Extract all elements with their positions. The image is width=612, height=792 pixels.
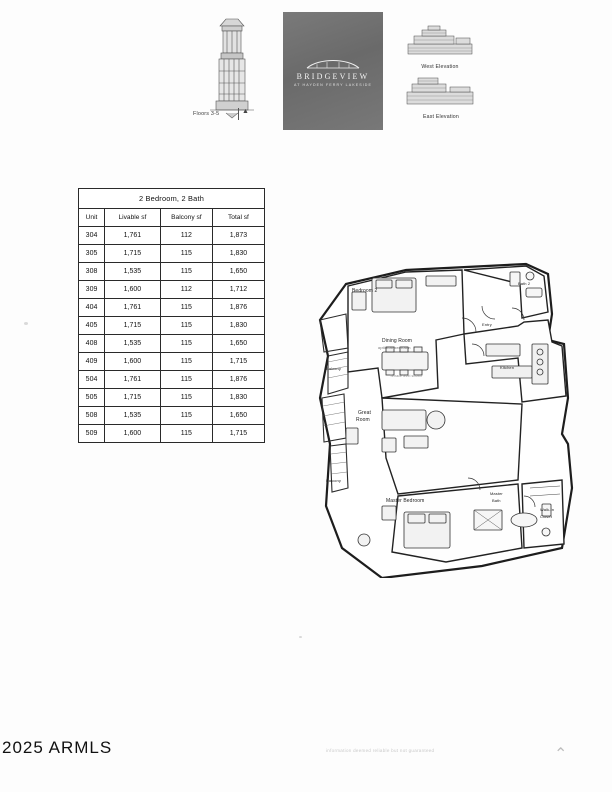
- table-cell: 115: [160, 317, 212, 335]
- tower-divider: [238, 108, 239, 120]
- table-title: 2 Bedroom, 2 Bath: [79, 189, 265, 209]
- table-row: [79, 353, 265, 371]
- table-cell: 1,761: [105, 299, 161, 317]
- floorplan-figure: [286, 248, 586, 578]
- table-row: [79, 245, 265, 263]
- east-elevation-label: East Elevation: [423, 114, 459, 120]
- table-cell: 505: [79, 389, 105, 407]
- floorplan-drawing-icon: [286, 248, 586, 578]
- table-cell: 1,535: [105, 263, 161, 281]
- table-cell: 1,715: [105, 245, 161, 263]
- room-label-dining-note: optional bedroom: [378, 345, 411, 350]
- table-cell: 1,650: [212, 407, 264, 425]
- table-cell: 1,535: [105, 335, 161, 353]
- table-cell: 1,830: [212, 317, 264, 335]
- table-cell: 405: [79, 317, 105, 335]
- header-strip: [0, 0, 612, 140]
- tower-sketch-icon: [196, 14, 268, 126]
- table-title-row: [79, 189, 265, 209]
- table-cell: 1,715: [105, 389, 161, 407]
- table-cell: 115: [160, 407, 212, 425]
- room-label-master-bath-line2: Bath: [492, 498, 501, 503]
- table-cell: 115: [160, 425, 212, 443]
- table-cell: 1,535: [105, 407, 161, 425]
- west-elevation-icon: [404, 24, 476, 58]
- table-cell: 115: [160, 299, 212, 317]
- table-cell: 112: [160, 227, 212, 245]
- table-cell: 112: [160, 281, 212, 299]
- east-elevation-icon: [404, 74, 478, 108]
- chevron-up-icon: ⌃: [554, 746, 568, 763]
- column-header: Livable sf: [105, 209, 161, 227]
- table-row: [79, 425, 265, 443]
- brand-name: BRIDGEVIEW: [296, 72, 370, 81]
- room-label-bedroom2: Bedroom 2: [352, 288, 378, 294]
- room-label-entry: Entry: [482, 322, 492, 327]
- table-cell: 115: [160, 245, 212, 263]
- table-cell: 1,830: [212, 389, 264, 407]
- room-label-balcony-lower: Balcony: [326, 478, 341, 483]
- table-cell: 508: [79, 407, 105, 425]
- table-cell: 1,876: [212, 371, 264, 389]
- room-label-master-bedroom: Master Bedroom: [386, 498, 425, 504]
- table-row: [79, 335, 265, 353]
- brand-logo-card: [283, 12, 383, 130]
- table-row: [79, 371, 265, 389]
- table-cell: 1,715: [105, 317, 161, 335]
- brand-subtitle: AT HAYDEN FERRY LAKESIDE: [294, 83, 372, 87]
- table-cell: 1,761: [105, 371, 161, 389]
- west-elevation-figure: [404, 24, 476, 70]
- room-label-kitchen: Kitchen: [500, 365, 515, 370]
- table-cell: 1,712: [212, 281, 264, 299]
- west-elevation-label: West Elevation: [421, 64, 459, 70]
- table-row: [79, 227, 265, 245]
- table-cell: 115: [160, 353, 212, 371]
- table-cell: 404: [79, 299, 105, 317]
- table-cell: 115: [160, 371, 212, 389]
- table-cell: 1,600: [105, 425, 161, 443]
- tower-mark-icon: ▲: [242, 108, 249, 115]
- table-cell: 1,650: [212, 335, 264, 353]
- table-row: [79, 389, 265, 407]
- table-cell: 1,715: [212, 425, 264, 443]
- bridge-swoosh-icon: [305, 58, 361, 70]
- table-cell: 309: [79, 281, 105, 299]
- column-header: Total sf: [212, 209, 264, 227]
- table-cell: 115: [160, 335, 212, 353]
- table-header-row: [79, 209, 265, 227]
- column-header: Unit: [79, 209, 105, 227]
- footer-disclaimer: information deemed reliable but not guaranteed: [326, 748, 435, 753]
- room-label-master-bath-line1: Master: [490, 491, 503, 496]
- room-label-bath2: Bath 2: [518, 281, 531, 286]
- table-row: [79, 263, 265, 281]
- table-cell: 1,830: [212, 245, 264, 263]
- armls-watermark: 2025 ARMLS: [2, 738, 113, 757]
- table-cell: 115: [160, 263, 212, 281]
- table-cell: 509: [79, 425, 105, 443]
- east-elevation-figure: [404, 74, 478, 120]
- table-cell: 409: [79, 353, 105, 371]
- table-row: [79, 407, 265, 425]
- tower-elevation-sketch: [196, 14, 268, 126]
- room-label-balcony-upper: Balcony: [326, 366, 341, 371]
- table-cell: 504: [79, 371, 105, 389]
- table-cell: 408: [79, 335, 105, 353]
- column-header: Balcony sf: [160, 209, 212, 227]
- table-cell: 1,600: [105, 353, 161, 371]
- table-row: [79, 281, 265, 299]
- room-label-walk-in-line1: Walk-In: [540, 507, 555, 512]
- table-cell: 1,873: [212, 227, 264, 245]
- table-cell: 1,600: [105, 281, 161, 299]
- table-cell: 1,876: [212, 299, 264, 317]
- scan-speck: [24, 322, 28, 325]
- room-label-walk-in-line2: Closet: [540, 514, 552, 519]
- unit-schedule-table: [78, 188, 265, 443]
- tower-caption: Floors 3-5: [193, 111, 220, 117]
- room-label-great-room-line1: Great: [358, 410, 372, 416]
- table-cell: 1,761: [105, 227, 161, 245]
- floorplan-note: Terrace level shown: [390, 374, 422, 378]
- room-label-dining-room: Dining Room: [382, 338, 413, 344]
- table-cell: 305: [79, 245, 105, 263]
- room-label-great-room-line2: Room: [356, 417, 370, 423]
- table-cell: 304: [79, 227, 105, 245]
- table-cell: 1,715: [212, 353, 264, 371]
- table-cell: 115: [160, 389, 212, 407]
- scan-speck: [299, 636, 302, 638]
- table-row: [79, 299, 265, 317]
- table-cell: 1,650: [212, 263, 264, 281]
- table-row: [79, 317, 265, 335]
- table-cell: 308: [79, 263, 105, 281]
